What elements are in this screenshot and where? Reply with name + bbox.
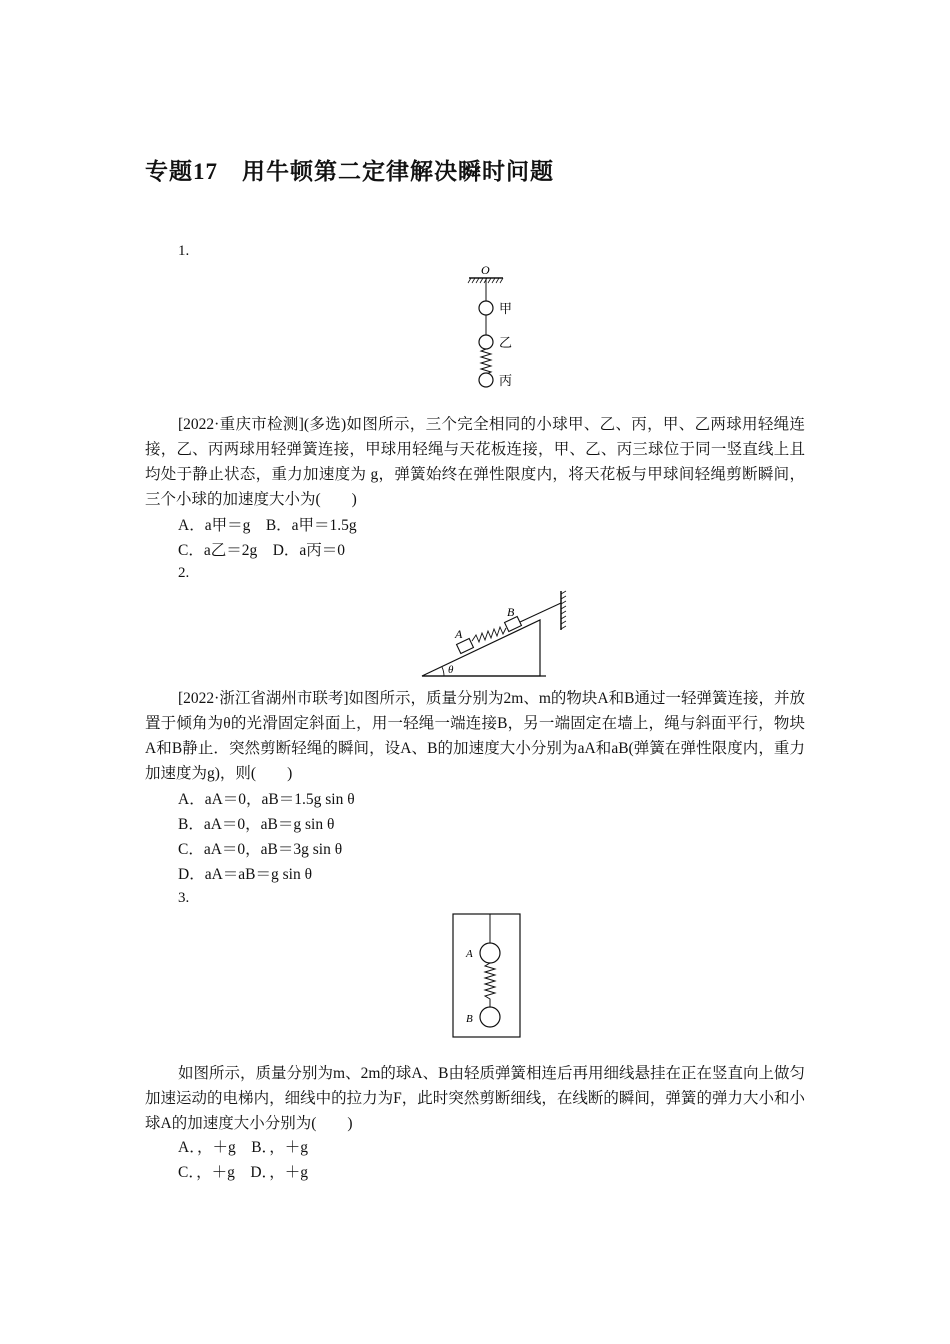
- q3-option-c: C．，＋g: [178, 1164, 235, 1181]
- q1-option-a: A．a甲＝g: [178, 517, 251, 534]
- q3-option-b: B．，＋g: [251, 1139, 309, 1156]
- q2-stem-text: 如图所示，质量分别为2m、m的物块A和B通过一轻弹簧连接，并放置于倾角为θ的光滑固定斜面上，用一轻绳一端连接B，另一端固定在墙上，绳与斜面平行，物块A和B静止．突然剪断轻绳的瞬间，设A、B的加速度大小分别为aA和aB(弹簧在弹性限度内，重力加速度为g)，则( ): [145, 690, 805, 782]
- q2-option-b: B．aA＝0，aB＝g sin θ: [178, 816, 335, 833]
- q2-option-a: A．aA＝0，aB＝1.5g sin θ: [178, 791, 355, 808]
- q1-spring: [481, 349, 491, 374]
- q2-label-theta: θ: [448, 664, 454, 676]
- q3-option-a: A．，＋g: [178, 1139, 236, 1156]
- q2-number: 2.: [178, 565, 190, 581]
- q1-ball-bing: [479, 373, 493, 387]
- q1-options-row-2: [178, 538, 345, 563]
- q1-label-jia: 甲: [499, 301, 513, 316]
- q1-option-c: C．a乙＝2g: [178, 542, 258, 559]
- q3-label-a: A: [466, 948, 473, 960]
- q1-ball-jia: [479, 301, 493, 315]
- q1-stem-text: 如图所示，三个完全相同的小球甲、乙、丙，甲、乙两球用轻绳连接，乙、丙两球用轻弹簧连接，甲球用轻绳与天花板连接，甲、乙、丙三球位于同一竖直线上且均处于静止状态，重力加速度为 g，弹簧始终在弹性限度内，将天花板与甲球间轻绳剪断瞬间，三个小球的加速度大小为( ): [145, 416, 805, 508]
- q3-number: 3.: [178, 890, 190, 906]
- q1-options-row-1: [178, 513, 357, 538]
- q2-stem: [145, 686, 805, 786]
- q1-label-bing: 丙: [499, 373, 513, 388]
- q2-source: [2022·浙江省湖州市联考]: [178, 690, 349, 707]
- q3-option-d: D．，＋g: [250, 1164, 309, 1181]
- q3-figure-elevator: [452, 913, 522, 1039]
- q3-stem: 如图所示，质量分别为m、2m的球A、B由轻质弹簧相连后再用细线悬挂在正在竖直向上做匀加速运动的电梯内，细线中的拉力为F，此时突然剪断细线，在线断的瞬间，弹簧的弹力大小和小球A的加速度大小分别为( ): [145, 1065, 805, 1132]
- q2-label-a: A: [455, 627, 463, 641]
- q2-incline: [422, 620, 540, 676]
- q3-options-row-1: [178, 1135, 308, 1160]
- page-title: 专题17 用牛顿第二定律解决瞬时问题: [145, 159, 554, 184]
- q2-figure-incline: [418, 588, 578, 680]
- q3-label-b: B: [466, 1013, 473, 1025]
- q3-options-row-2: [178, 1160, 308, 1185]
- q3-ball-a: [480, 943, 500, 963]
- q2-option-d: D．aA＝aB＝g sin θ: [178, 866, 312, 883]
- q1-label-o: O: [481, 263, 490, 277]
- q1-label-yi: 乙: [499, 335, 513, 350]
- q2-label-b: B: [507, 605, 515, 619]
- q1-number: 1.: [178, 243, 190, 259]
- q2-option-c: C．aA＝0，aB＝3g sin θ: [178, 841, 343, 858]
- q1-option-b: B．a甲＝1.5g: [265, 517, 357, 534]
- q3-ball-b: [480, 1007, 500, 1027]
- q1-figure-hanging-balls: [455, 262, 525, 392]
- q1-source: [2022·重庆市检测](多选): [178, 416, 347, 433]
- q1-stem: [145, 412, 805, 512]
- q1-ball-yi: [479, 335, 493, 349]
- q1-option-d: D．a丙＝0: [272, 542, 346, 559]
